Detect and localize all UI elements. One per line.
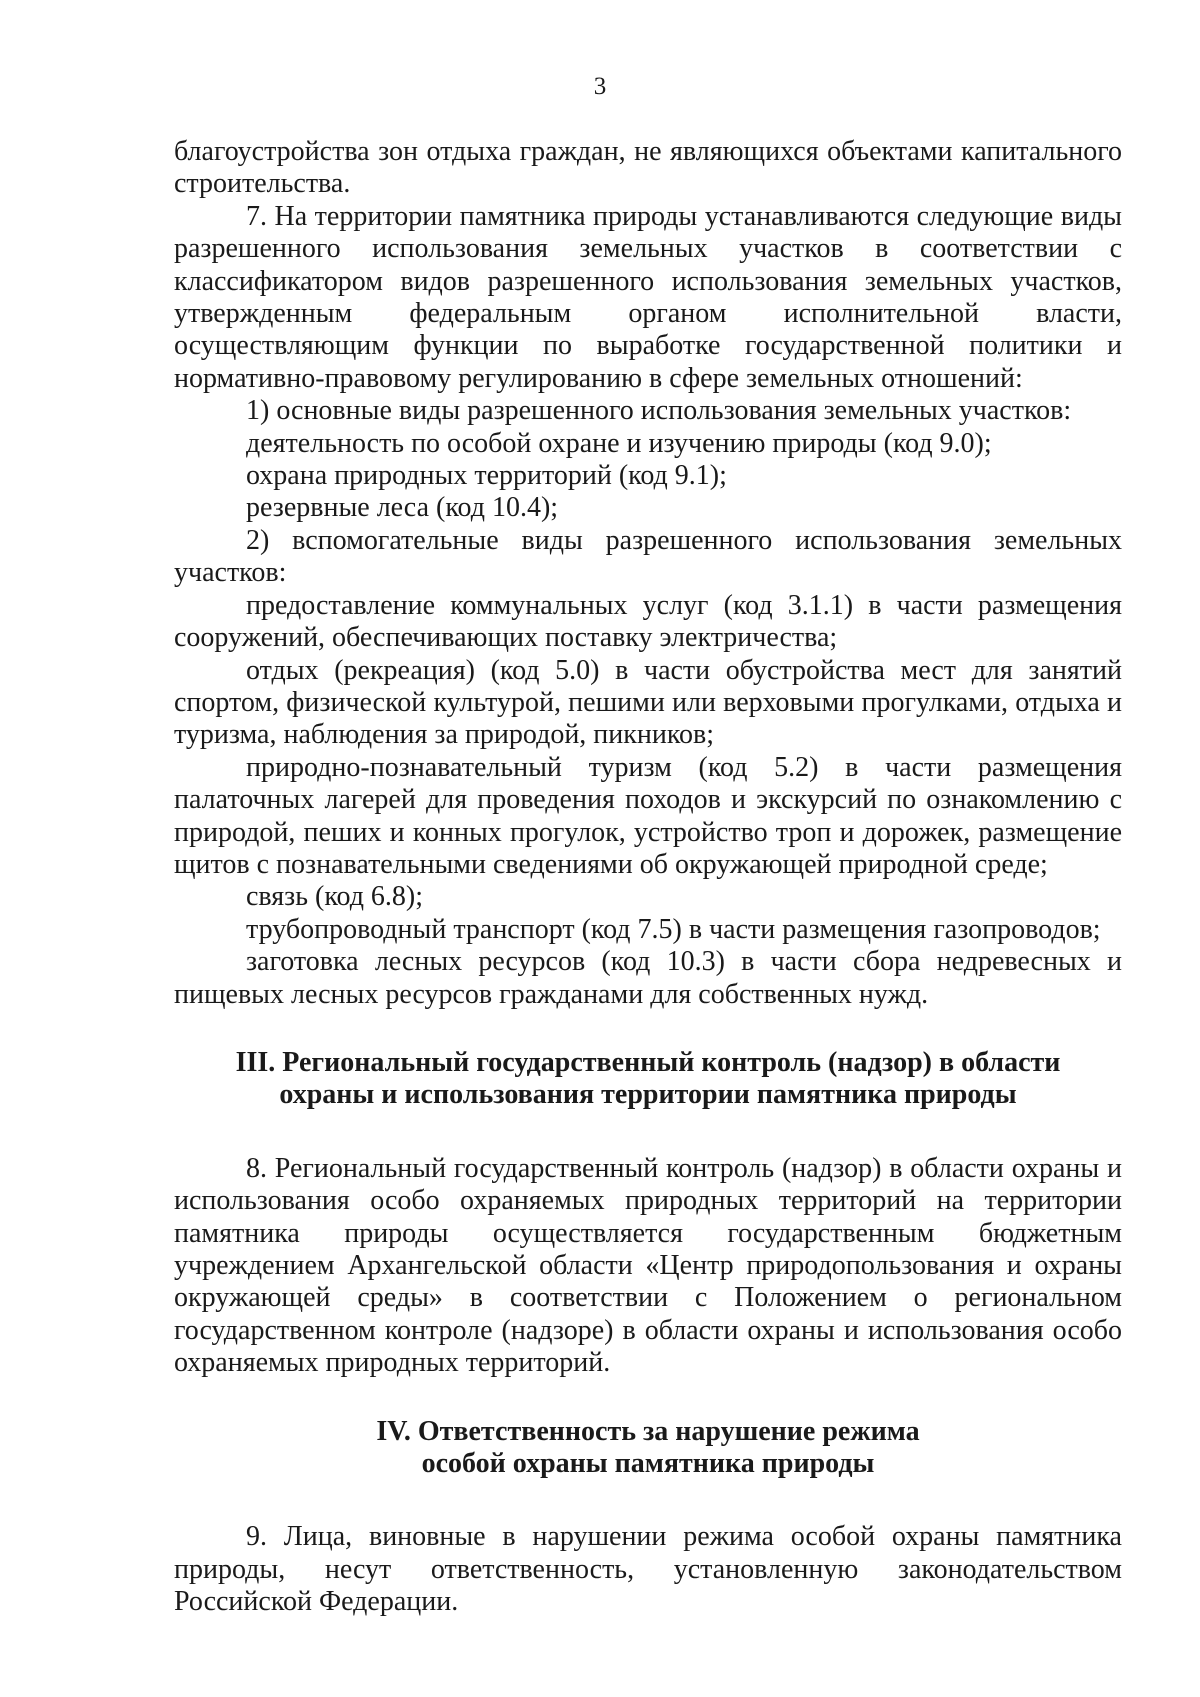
- section-3-heading-line-1: III. Региональный государственный контроль (надзор) в области: [235, 1046, 1061, 1078]
- document-body: [174, 136, 1122, 1619]
- section-4-heading: [174, 1416, 1122, 1481]
- subitem-1-heading: 1) основные виды разрешенного использования земельных участков:: [246, 395, 1072, 427]
- section-3-heading: [174, 1047, 1122, 1112]
- aux-use-5-0: отдых (рекреация) (код 5.0) в части обустройства мест для занятий спортом, физической культурой, пешими или верховыми прогулками, отдыха и туризма, наблюдения за природой, пикников;: [174, 654, 1122, 751]
- paragraph-continuation: благоустройства зон отдыха граждан, не являющихся объектами капитального строительства.: [174, 136, 1122, 200]
- aux-use-3-1-1: предоставление коммунальных услуг (код 3.1.1) в части размещения сооружений, обеспечивающих поставку электричества;: [174, 589, 1122, 654]
- spacer: [174, 1480, 1122, 1521]
- paragraph-item-9: 9. Лица, виновные в нарушении режима особой охраны памятника природы, несут ответственность, установленную законодательством Российской Федерации.: [174, 1521, 1122, 1618]
- subitem-2-heading: 2) вспомогательные виды разрешенного использования земельных участков:: [174, 524, 1122, 589]
- aux-use-5-2: природно-познавательный туризм (код 5.2) в части размещения палаточных лагерей для проведения походов и экскурсий по ознакомлению с природой, пеших и конных прогулок, устройство троп и дорожек, размещение щитов с познавательными сведениями об окружающей природной среде;: [174, 751, 1122, 880]
- main-use-9-0: деятельность по особой охране и изучению природы (код 9.0);: [246, 427, 992, 459]
- section-4-heading-line-2: особой охраны памятника природы: [421, 1448, 875, 1480]
- spacer: [174, 1011, 1122, 1047]
- aux-use-10-3: заготовка лесных ресурсов (код 10.3) в части сбора недревесных и пищевых лесных ресурсов гражданами для собственных нужд.: [174, 946, 1122, 1010]
- page-number: 3: [593, 73, 607, 100]
- section-4-heading-line-1: IV. Ответственность за нарушение режима: [376, 1415, 920, 1447]
- main-use-10-4: резервные леса (код 10.4);: [246, 492, 559, 524]
- main-use-9-1: охрана природных территорий (код 9.1);: [246, 460, 727, 492]
- paragraph-item-7: 7. На территории памятника природы устанавливаются следующие виды разрешенного использования земельных участков в соответствии с классификатором видов разрешенного использования земельных участков, утвержденным федеральным органом исполнительной власти, осуществляющим функции по выработке государственной политики и нормативно-правовому регулированию в сфере земельных отношений:: [174, 200, 1122, 394]
- spacer: [174, 1112, 1122, 1153]
- section-3-heading-line-2: охраны и использования территории памятника природы: [279, 1079, 1017, 1111]
- aux-use-6-8: связь (код 6.8);: [246, 881, 424, 913]
- paragraph-item-8: 8. Региональный государственный контроль (надзор) в области охраны и использования особо охраняемых природных территорий на территории памятника природы осуществляется государственным бюджетным учреждением Архангельской области «Центр природопользования и охраны окружающей среды» в соответствии с Положением о региональном государственном контроле (надзоре) в области охраны и использования особо охраняемых природных территорий.: [174, 1152, 1122, 1379]
- aux-use-7-5: трубопроводный транспорт (код 7.5) в части размещения газопроводов;: [246, 913, 1101, 945]
- spacer: [174, 1380, 1122, 1416]
